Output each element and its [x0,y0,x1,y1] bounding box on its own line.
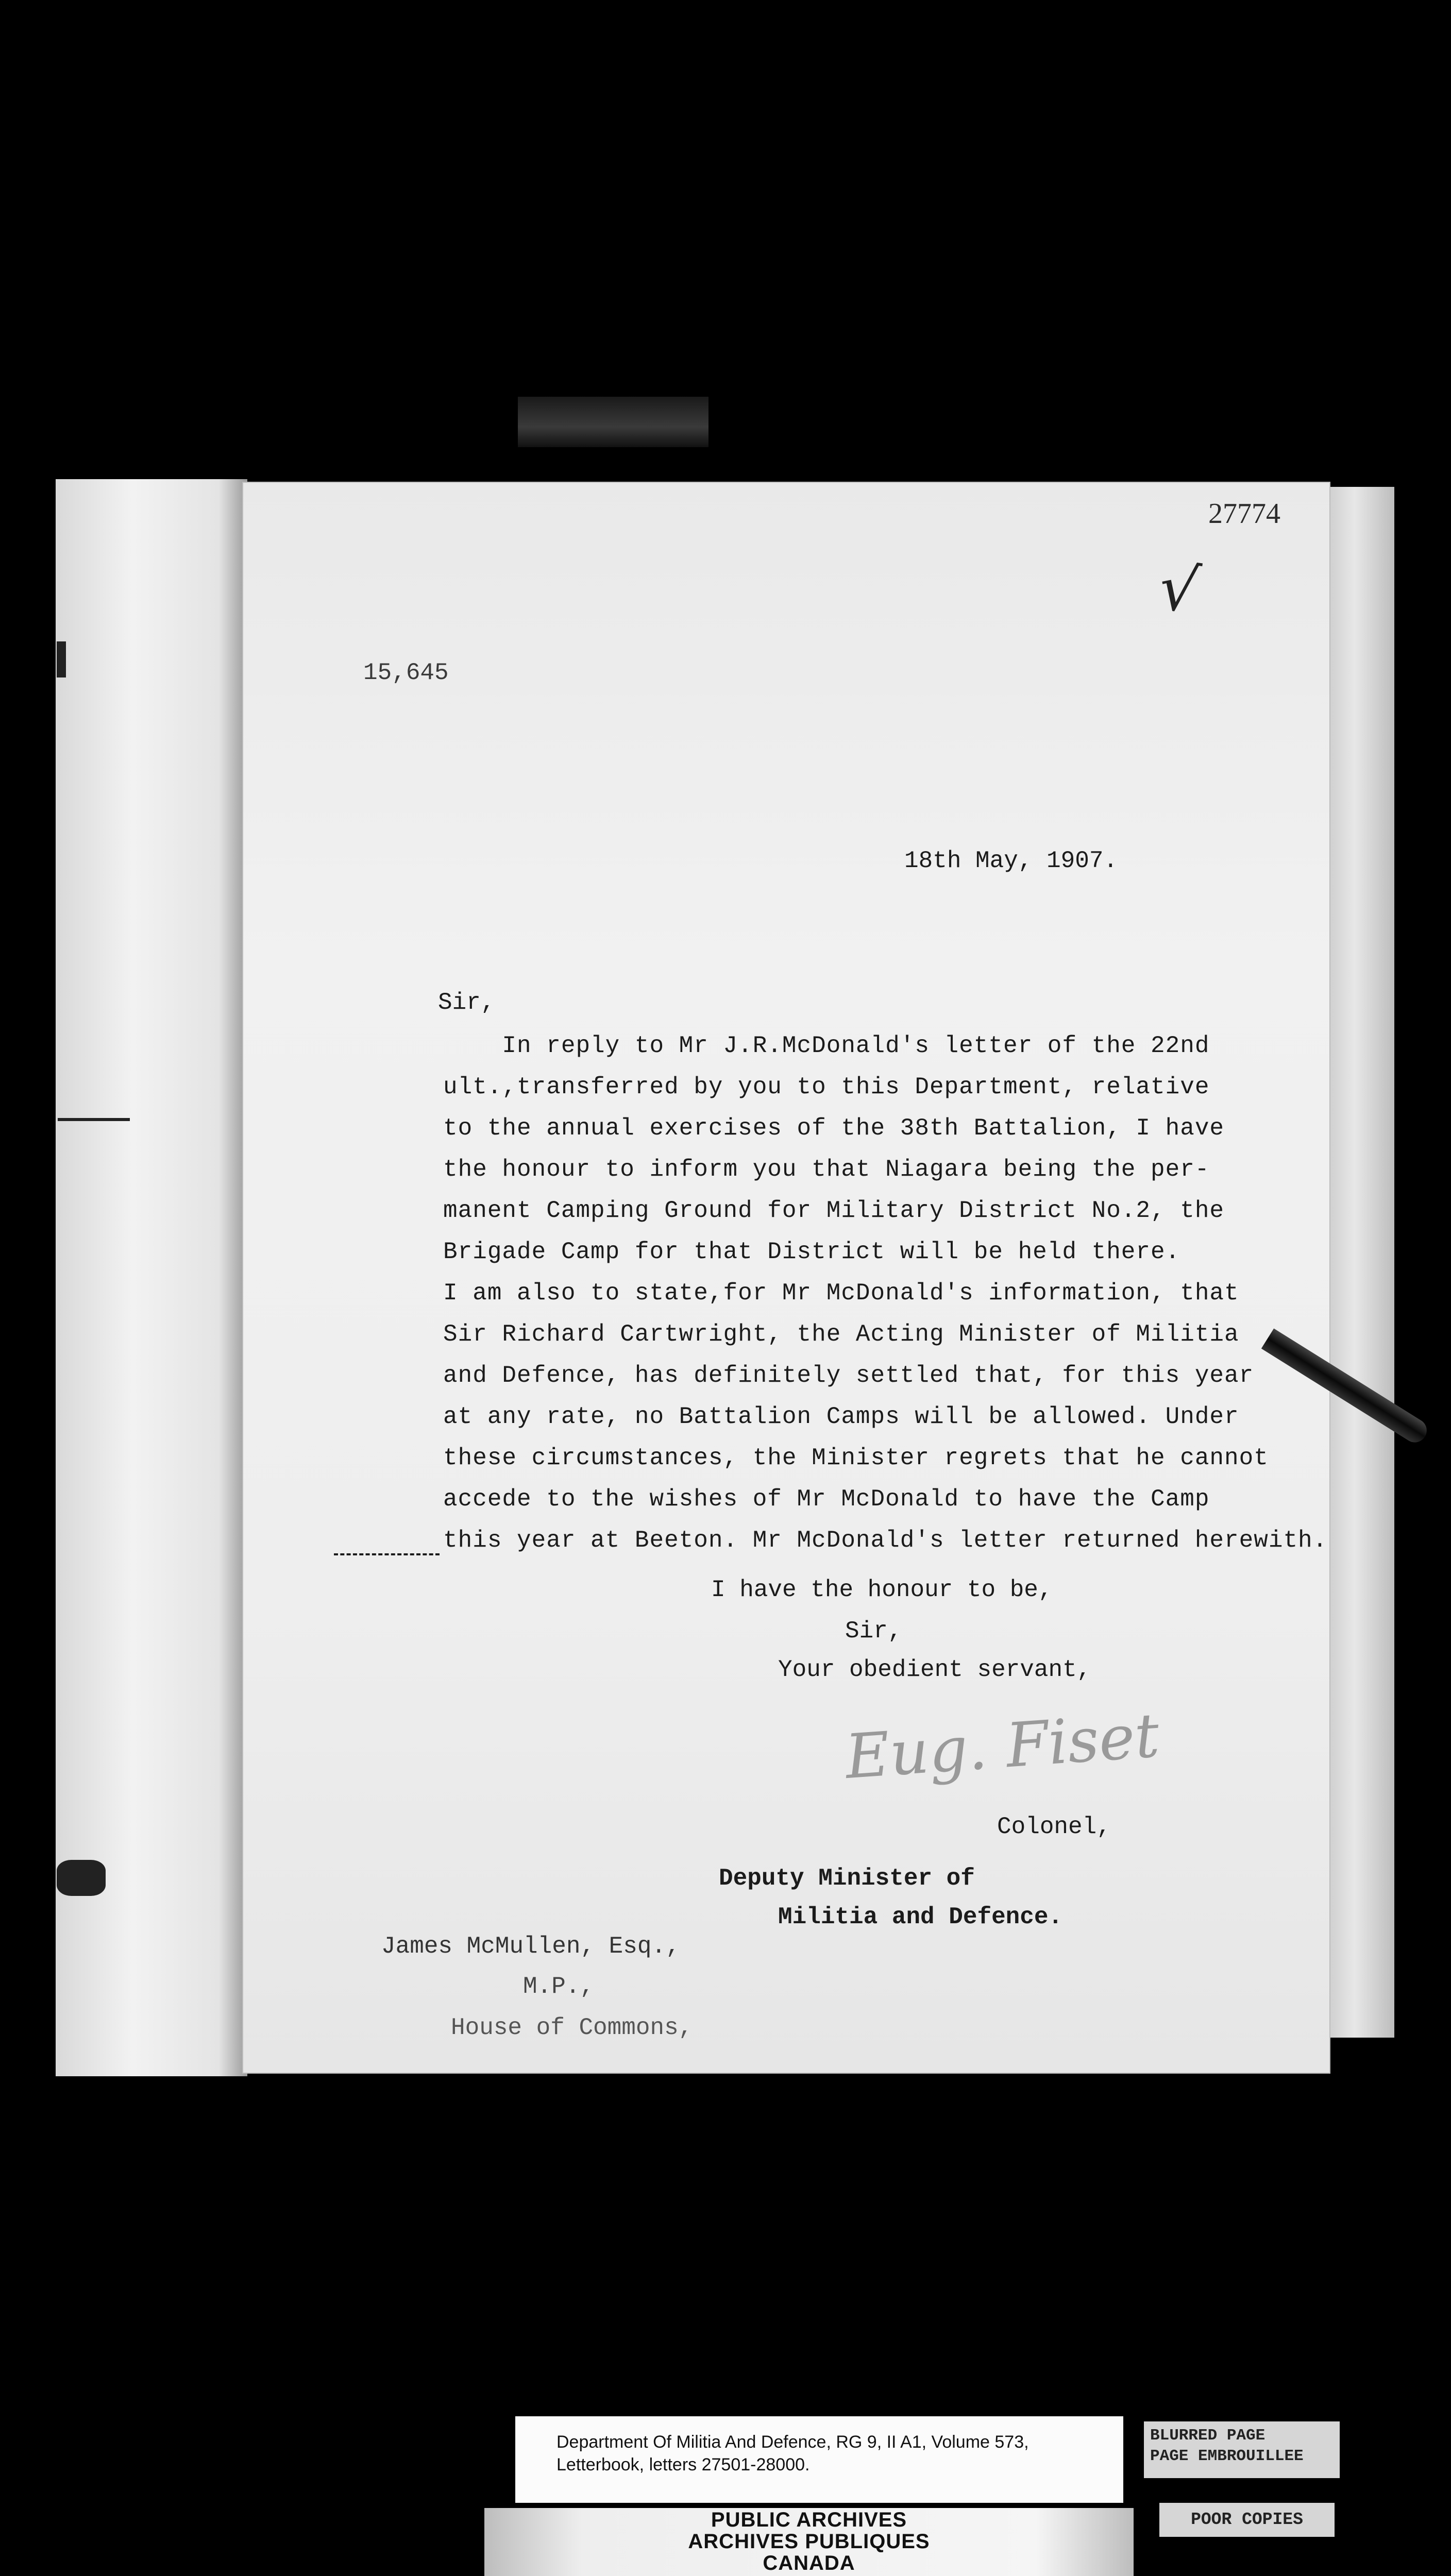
body-line: I am also to state,for Mr McDonald's information, that [443,1280,1239,1307]
stamp-line: CANADA [763,2552,855,2574]
marginal-dash-mark [334,1553,440,1555]
body-line: Sir Richard Cartwright, the Acting Minister of Militia [443,1321,1239,1348]
body-line: manent Camping Ground for Military District No.2, the [443,1197,1225,1224]
archive-reference-line: Department Of Militia And Defence, RG 9, II A1, Volume 573, [556,2432,1029,2452]
closing-line: Sir, [845,1618,902,1645]
body-line: the honour to inform you that Niagara being the per- [443,1156,1210,1183]
body-line: In reply to Mr J.R.McDonald's letter of the 22nd [443,1032,1210,1059]
blurred-note-line: BLURRED PAGE [1150,2427,1266,2445]
blurred-page-note [1144,2421,1340,2478]
next-page-edge [1328,487,1394,2038]
body-line: at any rate, no Battalion Camps will be allowed. Under [443,1403,1239,1430]
poor-copies-note: POOR COPIES [1159,2503,1335,2537]
body-line: Brigade Camp for that District will be held there. [443,1239,1180,1265]
office-line: Militia and Defence. [778,1904,1063,1930]
body-line: this year at Beeton. Mr McDonald's letter returned herewith. [443,1527,1328,1554]
addressee-name: James McMullen, Esq., [381,1933,680,1960]
body-line: and Defence, has definitely settled that, for this year [443,1362,1254,1389]
body-line: ult.,transferred by you to this Department, relative [443,1074,1210,1100]
film-strip-artifact [518,397,708,447]
archive-reference [556,2431,1029,2476]
page-mark [57,1860,106,1896]
archive-page-number: 27774 [1208,498,1280,530]
signature: Eug. Fiset [842,1699,1162,1793]
body-line: accede to the wishes of Mr McDonald to have the Camp [443,1486,1210,1513]
body-line: these circumstances, the Minister regrets that he cannot [443,1445,1269,1471]
addressee-title: M.P., [523,1973,595,2000]
letter-body [443,1025,1327,1561]
archive-stamp [484,2509,1134,2574]
salutation: Sir, [438,989,495,1016]
letter-date: 18th May, 1907. [904,848,1118,874]
body-line: to the annual exercises of the 38th Battalion, I have [443,1115,1225,1142]
page-mark [58,1118,130,1121]
blurred-note-line: PAGE EMBROUILLEE [1150,2447,1304,2465]
file-number: 15,645 [363,659,449,686]
closing-line: I have the honour to be, [711,1577,1053,1603]
office-line: Deputy Minister of [719,1865,975,1892]
closing-line: Your obedient servant, [778,1656,1091,1683]
addressee-place: House of Commons, [451,2014,693,2041]
previous-page-edge [56,479,247,2076]
stamp-line: PUBLIC ARCHIVES [711,2509,907,2531]
archive-reference-line: Letterbook, letters 27501-28000. [556,2455,810,2475]
page-mark [57,641,66,677]
signer-title: Colonel, [997,1814,1111,1840]
check-mark: √ [1154,551,1204,628]
stamp-line: ARCHIVES PUBLIQUES [688,2530,930,2553]
